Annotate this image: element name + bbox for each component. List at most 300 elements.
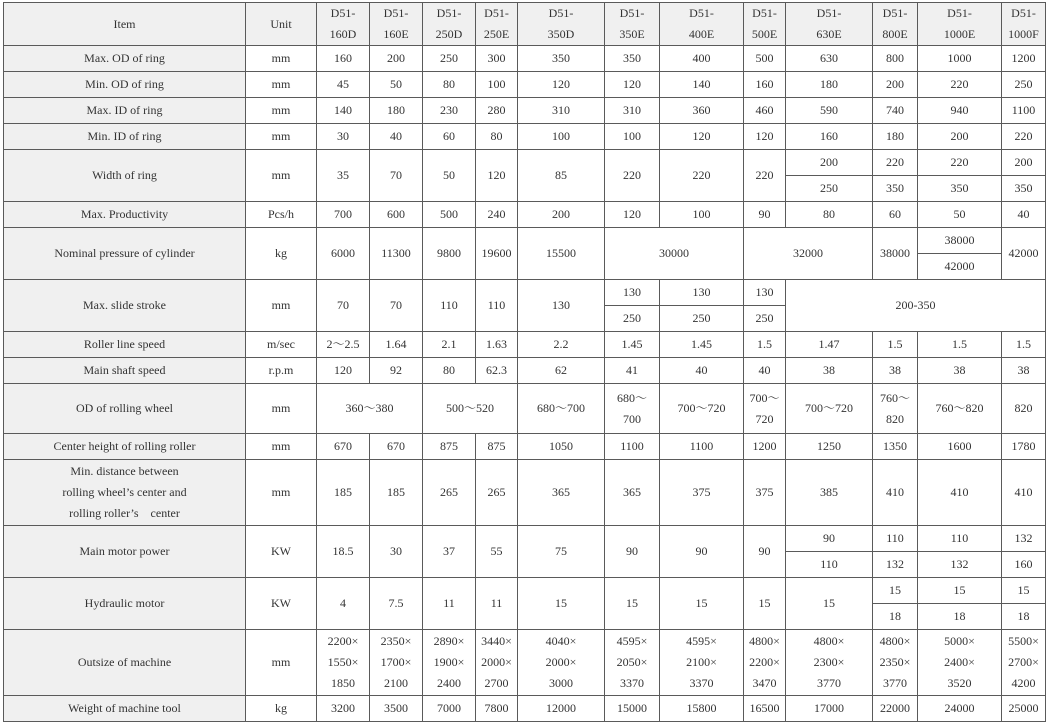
table-cell — [246, 578, 317, 630]
table-row — [4, 98, 1046, 124]
cell-text: 1.45 — [621, 337, 643, 351]
cell-text: 200 — [820, 155, 838, 169]
cell-text: 2890× 1900× 2400 — [433, 634, 465, 690]
cell-text: 350 — [950, 181, 969, 195]
table-cell — [246, 98, 317, 124]
cell-text: OD of rolling wheel — [76, 401, 173, 415]
column-header — [370, 3, 423, 46]
cell-text: 460 — [755, 103, 774, 117]
row-label — [4, 124, 246, 150]
cell-text: 1.63 — [486, 337, 507, 351]
table-cell — [660, 578, 744, 630]
table-cell — [873, 434, 918, 460]
cell-text: 130 — [552, 298, 570, 312]
table-cell — [1002, 696, 1046, 722]
table-cell — [246, 46, 317, 72]
cell-text: 4 — [340, 596, 346, 610]
cell-text: Max. Productivity — [80, 207, 169, 221]
table-cell — [918, 552, 1002, 578]
cell-text: 110 — [886, 531, 904, 545]
table-cell — [918, 526, 1002, 552]
table-cell — [423, 46, 476, 72]
cell-text: 350 — [552, 51, 570, 65]
cell-text: mm — [271, 129, 291, 143]
cell-text: 15 — [555, 596, 567, 610]
cell-text: 90 — [695, 544, 708, 558]
table-cell — [370, 460, 423, 526]
cell-text: 70 — [390, 298, 402, 312]
table-cell — [660, 150, 744, 202]
cell-text: KW — [271, 596, 291, 610]
cell-text: mm — [271, 77, 291, 91]
cell-text: Min. distance between rolling wheel’s center and rolling roller’s center — [62, 464, 187, 520]
cell-text: 375 — [755, 485, 774, 499]
cell-text: Main shaft speed — [83, 363, 166, 377]
row-label — [4, 280, 246, 332]
spec-table — [3, 2, 1046, 722]
cell-text: 15 — [953, 583, 966, 597]
row-label — [4, 228, 246, 280]
column-header — [423, 3, 476, 46]
cell-text: 2350× 1700× 2100 — [380, 634, 412, 690]
table-cell — [317, 98, 370, 124]
cell-text: 7800 — [484, 701, 509, 715]
cell-text: 1780 — [1011, 439, 1036, 453]
cell-text: 90 — [758, 544, 771, 558]
column-header — [246, 3, 317, 46]
cell-text: 110 — [487, 298, 506, 312]
cell-text: Nominal pressure of cylinder — [54, 246, 195, 260]
table-cell — [317, 526, 370, 578]
cell-text: 1350 — [883, 439, 907, 453]
cell-text: kg — [275, 701, 287, 715]
row-label — [4, 150, 246, 202]
table-cell — [660, 202, 744, 228]
cell-text: 500～520 — [445, 401, 494, 415]
cell-text: 700～720 — [677, 401, 726, 415]
cell-text: 30000 — [659, 246, 689, 260]
table-cell — [918, 696, 1002, 722]
cell-text: 365 — [623, 485, 641, 499]
cell-text: 80 — [443, 363, 455, 377]
cell-text: 670 — [387, 439, 405, 453]
cell-text: 5500× 2700× 4200 — [1008, 634, 1039, 690]
cell-text: 132 — [1014, 531, 1033, 545]
table-cell — [873, 552, 918, 578]
table-cell — [786, 552, 873, 578]
cell-text: D51- 250D — [435, 6, 463, 41]
cell-text: 1050 — [549, 439, 573, 453]
cell-text: D51- 350D — [547, 6, 575, 41]
table-row — [4, 46, 1046, 72]
cell-text: 18 — [889, 609, 901, 623]
row-label — [4, 332, 246, 358]
cell-text: 15000 — [617, 701, 647, 715]
cell-text: kg — [275, 246, 287, 260]
column-header — [518, 3, 605, 46]
table-cell — [786, 46, 873, 72]
cell-text: 140 — [692, 77, 711, 91]
table-row — [4, 460, 1046, 526]
table-cell — [744, 358, 786, 384]
cell-text: 240 — [487, 207, 506, 221]
cell-text: 100 — [623, 129, 641, 143]
cell-text: 875 — [487, 439, 506, 453]
table-cell — [246, 460, 317, 526]
table-cell — [918, 358, 1002, 384]
cell-text: 30 — [390, 544, 402, 558]
cell-text: D51- 630E — [816, 6, 842, 41]
table-cell — [246, 434, 317, 460]
cell-text: mm — [271, 655, 291, 669]
table-cell — [317, 630, 370, 696]
table-cell — [317, 460, 370, 526]
cell-text: 40 — [1017, 207, 1030, 221]
cell-text: Max. OD of ring — [84, 51, 165, 65]
table-cell — [317, 434, 370, 460]
table-cell — [660, 124, 744, 150]
cell-text: 875 — [440, 439, 458, 453]
table-cell — [317, 696, 370, 722]
cell-text: 250 — [755, 311, 774, 325]
table-cell — [1002, 150, 1046, 176]
cell-text: 17000 — [814, 701, 844, 715]
cell-text: Min. OD of ring — [85, 77, 164, 91]
cell-text: 120 — [623, 207, 641, 221]
cell-text: 410 — [950, 485, 969, 499]
table-cell — [476, 228, 518, 280]
cell-text: 1600 — [947, 439, 972, 453]
cell-text: 220 — [886, 155, 904, 169]
cell-text: 11 — [490, 596, 503, 610]
table-row — [4, 72, 1046, 98]
table-row — [4, 228, 1046, 254]
table-cell — [476, 150, 518, 202]
cell-text: 250 — [820, 181, 838, 195]
table-cell — [423, 434, 476, 460]
table-cell — [786, 696, 873, 722]
table-cell — [873, 228, 918, 280]
cell-text: 250 — [1014, 77, 1033, 91]
table-row — [4, 202, 1046, 228]
table-cell — [786, 384, 873, 434]
cell-text: 7.5 — [388, 596, 404, 610]
table-cell — [1002, 630, 1046, 696]
table-cell — [246, 228, 317, 280]
row-label — [4, 46, 246, 72]
cell-text: 220 — [692, 168, 711, 182]
cell-text: 132 — [886, 557, 904, 571]
cell-text: 100 — [487, 77, 506, 91]
cell-text: 62 — [555, 363, 567, 377]
table-cell — [518, 526, 605, 578]
cell-text: 200 — [1014, 155, 1033, 169]
table-cell — [317, 202, 370, 228]
table-cell — [1002, 332, 1046, 358]
cell-text: 350 — [623, 51, 641, 65]
cell-text: 110 — [950, 531, 969, 545]
table-cell — [423, 384, 518, 434]
table-cell — [786, 434, 873, 460]
table-cell — [317, 228, 370, 280]
cell-text: 160 — [755, 77, 774, 91]
table-cell — [786, 358, 873, 384]
column-header — [660, 3, 744, 46]
table-cell — [476, 332, 518, 358]
table-cell — [246, 526, 317, 578]
cell-text: 220 — [950, 155, 969, 169]
table-cell — [518, 578, 605, 630]
table-cell — [786, 124, 873, 150]
table-cell — [744, 46, 786, 72]
table-cell — [317, 46, 370, 72]
cell-text: 375 — [692, 485, 711, 499]
table-cell — [476, 46, 518, 72]
cell-text: 24000 — [944, 701, 975, 715]
cell-text: 1100 — [620, 439, 644, 453]
cell-text: 180 — [387, 103, 405, 117]
table-cell — [873, 72, 918, 98]
cell-text: 40 — [695, 363, 708, 377]
table-cell — [423, 98, 476, 124]
cell-text: 92 — [390, 363, 402, 377]
row-label — [4, 696, 246, 722]
table-cell — [423, 150, 476, 202]
cell-text: 50 — [390, 77, 402, 91]
cell-text: 18.5 — [332, 544, 354, 558]
cell-text: 42000 — [944, 259, 975, 273]
table-cell — [518, 46, 605, 72]
cell-text: 1100 — [1011, 103, 1036, 117]
table-cell — [423, 630, 476, 696]
table-cell — [918, 150, 1002, 176]
table-cell — [605, 228, 744, 280]
cell-text: Max. slide stroke — [83, 298, 166, 312]
table-cell — [660, 46, 744, 72]
cell-text: 4040× 2000× 3000 — [545, 634, 577, 690]
table-cell — [918, 202, 1002, 228]
row-label — [4, 202, 246, 228]
cell-text: 11300 — [381, 246, 411, 260]
table-cell — [370, 202, 423, 228]
column-header — [476, 3, 518, 46]
cell-text: 2200× 1550× 1850 — [327, 634, 359, 690]
table-cell — [476, 434, 518, 460]
table-cell — [744, 124, 786, 150]
row-label — [4, 358, 246, 384]
cell-text: 310 — [623, 103, 641, 117]
cell-text: 5000× 2400× 3520 — [944, 634, 975, 690]
table-cell — [1002, 124, 1046, 150]
table-cell — [518, 358, 605, 384]
cell-text: 15 — [889, 583, 901, 597]
cell-text: 40 — [390, 129, 402, 143]
cell-text: D51- 500E — [751, 6, 778, 41]
cell-text: 40 — [758, 363, 771, 377]
table-cell — [1002, 578, 1046, 604]
cell-text: 4800× 2350× 3770 — [879, 634, 911, 690]
cell-text: 200 — [886, 77, 904, 91]
table-cell — [744, 630, 786, 696]
table-cell — [423, 578, 476, 630]
table-row — [4, 526, 1046, 552]
table-cell — [518, 332, 605, 358]
table-cell — [873, 696, 918, 722]
cell-text: 410 — [886, 485, 904, 499]
table-cell — [660, 434, 744, 460]
table-cell — [423, 72, 476, 98]
row-label — [4, 72, 246, 98]
cell-text: 160 — [1014, 557, 1033, 571]
table-row — [4, 150, 1046, 176]
table-cell — [317, 150, 370, 202]
table-cell — [317, 332, 370, 358]
cell-text: 700 — [334, 207, 352, 221]
table-cell — [873, 202, 918, 228]
cell-text: 760～ 820 — [879, 390, 910, 426]
table-cell — [605, 358, 660, 384]
cell-text: 185 — [334, 485, 352, 499]
cell-text: 15 — [626, 596, 638, 610]
table-cell — [605, 332, 660, 358]
table-cell — [423, 526, 476, 578]
cell-text: mm — [271, 485, 291, 499]
table-cell — [1002, 202, 1046, 228]
cell-text: 32000 — [793, 246, 823, 260]
cell-text: 85 — [555, 168, 567, 182]
cell-text: Roller line speed — [83, 337, 166, 351]
cell-text: 310 — [552, 103, 570, 117]
cell-text: 220 — [623, 168, 641, 182]
cell-text: 19600 — [481, 246, 512, 260]
column-header — [605, 3, 660, 46]
cell-text: 350 — [886, 181, 904, 195]
cell-text: 820 — [1014, 401, 1033, 415]
cell-text: 350 — [1014, 181, 1033, 195]
table-cell — [423, 460, 476, 526]
cell-text: mm — [271, 298, 291, 312]
cell-text: 70 — [390, 168, 402, 182]
table-cell — [246, 202, 317, 228]
cell-text: 80 — [490, 129, 503, 143]
table-cell — [918, 46, 1002, 72]
cell-text: 280 — [487, 103, 506, 117]
cell-text: 15 — [823, 596, 835, 610]
table-cell — [786, 578, 873, 630]
table-cell — [1002, 176, 1046, 202]
cell-text: 160 — [820, 129, 838, 143]
table-row — [4, 578, 1046, 604]
table-cell — [605, 384, 660, 434]
row-label — [4, 526, 246, 578]
table-cell — [744, 384, 786, 434]
cell-text: Min. ID of ring — [87, 129, 162, 143]
table-cell — [370, 280, 423, 332]
cell-text: 3440× 2000× 2700 — [481, 634, 512, 690]
cell-text: 250 — [440, 51, 458, 65]
spec-table-body — [4, 3, 1046, 722]
cell-text: 30 — [337, 129, 349, 143]
table-cell — [423, 280, 476, 332]
table-row — [4, 384, 1046, 434]
table-cell — [518, 696, 605, 722]
cell-text: 4595× 2050× 3370 — [616, 634, 648, 690]
cell-text: 200-350 — [895, 298, 936, 312]
cell-text: D51- 250E — [483, 6, 510, 41]
table-cell — [918, 124, 1002, 150]
table-cell — [1002, 552, 1046, 578]
table-row — [4, 434, 1046, 460]
table-cell — [246, 150, 317, 202]
table-cell — [518, 460, 605, 526]
table-cell — [660, 280, 744, 306]
table-cell — [605, 434, 660, 460]
cell-text: 120 — [623, 77, 641, 91]
cell-text: 670 — [334, 439, 352, 453]
cell-text: 265 — [440, 485, 458, 499]
table-cell — [246, 332, 317, 358]
cell-text: 360 — [692, 103, 711, 117]
table-cell — [370, 72, 423, 98]
cell-text: 38 — [953, 363, 966, 377]
table-cell — [873, 46, 918, 72]
table-cell — [317, 578, 370, 630]
table-cell — [873, 150, 918, 176]
column-header — [4, 3, 246, 46]
table-cell — [317, 124, 370, 150]
table-cell — [605, 46, 660, 72]
table-cell — [476, 578, 518, 630]
cell-text: 300 — [487, 51, 506, 65]
table-cell — [744, 696, 786, 722]
table-cell — [476, 98, 518, 124]
cell-text: 385 — [820, 485, 838, 499]
table-cell — [660, 98, 744, 124]
cell-text: 700～720 — [804, 401, 853, 415]
row-label — [4, 630, 246, 696]
table-cell — [605, 202, 660, 228]
table-cell — [423, 358, 476, 384]
cell-text: 38 — [823, 363, 835, 377]
table-cell — [1002, 460, 1046, 526]
table-cell — [786, 176, 873, 202]
table-cell — [370, 630, 423, 696]
cell-text: 500 — [755, 51, 774, 65]
cell-text: mm — [271, 439, 291, 453]
cell-text: 6000 — [331, 246, 355, 260]
table-cell — [660, 384, 744, 434]
table-cell — [370, 696, 423, 722]
table-cell — [423, 332, 476, 358]
cell-text: D51- 1000F — [1008, 6, 1039, 41]
table-cell — [786, 460, 873, 526]
cell-text: 22000 — [880, 701, 910, 715]
row-label — [4, 460, 246, 526]
cell-text: 100 — [692, 207, 711, 221]
table-cell — [518, 384, 605, 434]
table-cell — [246, 630, 317, 696]
cell-text: mm — [271, 168, 291, 182]
table-cell — [873, 358, 918, 384]
cell-text: 1.45 — [691, 337, 712, 351]
cell-text: 120 — [334, 363, 352, 377]
cell-text: 80 — [823, 207, 835, 221]
table-cell — [744, 150, 786, 202]
cell-text: 1.5 — [1016, 337, 1031, 351]
table-cell — [370, 578, 423, 630]
cell-text: 200 — [552, 207, 570, 221]
table-cell — [873, 176, 918, 202]
